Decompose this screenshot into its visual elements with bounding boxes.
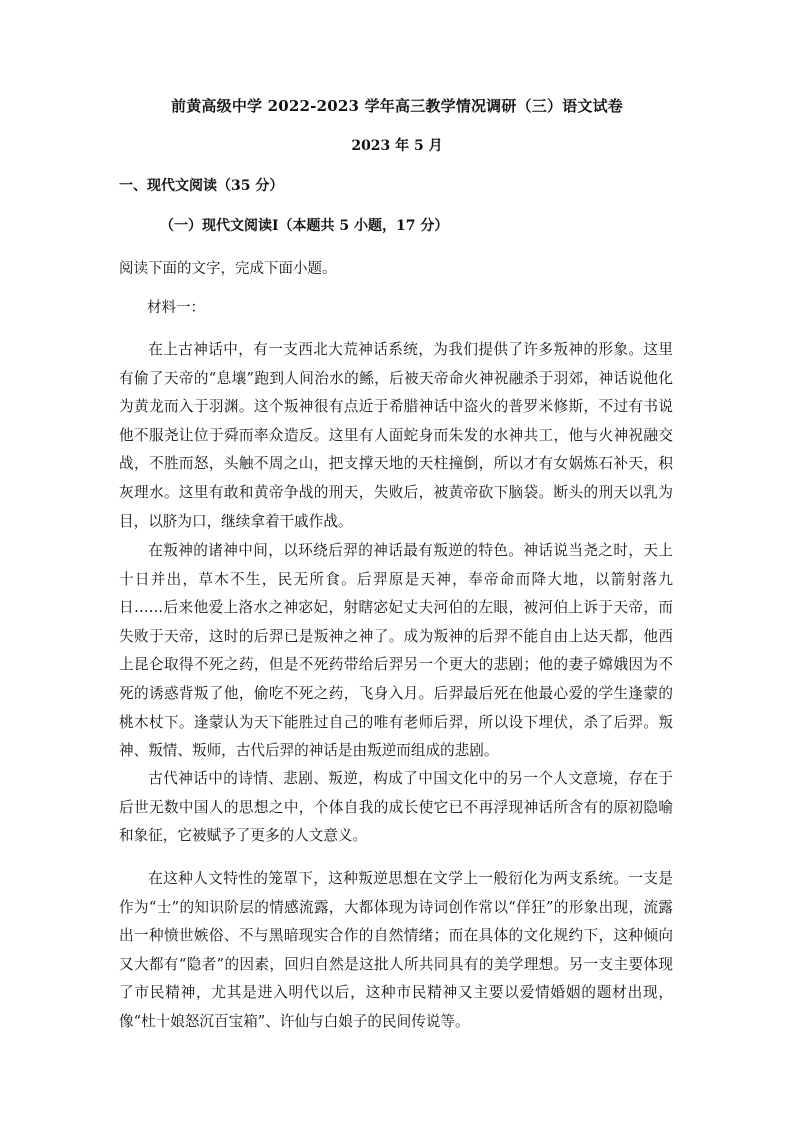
paragraph: 在上古神话中，有一支西北大荒神话系统，为我们提供了许多叛神的形象。这里有偷了天帝的“息壤”跑到人间治水的鲧，后被天帝命火神祝融杀于羽郊，神话说他化为黄龙而入于羽渊。这个叛神很有点近于希腊神话中盗火的普罗米修斯，不过有书说他不服尧让位于舜而率众造反。这里有人面蛇身而朱发的水神共工，他与火神祝融交战，不胜而怒，头触不周之山，把支撑天地的天柱撞倒，所以才有女娲炼石补天，积灰理水。这里有敢和黄帝争战的刑天，失败后，被黄帝砍下脑袋。断头的刑天以乳为目，以脐为口，继续拿着干戚作战。 — [119, 341, 673, 530]
exam-title: 前黄高级中学 2022-2023 学年高三教学情况调研（三）语文试卷 — [171, 97, 623, 115]
paragraph: 古代神话中的诗情、悲剧、叛逆，构成了中国文化中的另一个人文意境，存在于后世无数中国人的思想之中，个体自我的成长使它已不再浮现神话所含有的原初隐喻和象征，它被赋予了更多的人文意义。 — [119, 770, 673, 845]
paragraph: 在这种人文特性的笼罩下，这种叛逆思想在文学上一般衍化为两支系统。一支是作为“士”的知识阶层的情感流露，大都体现为诗词创作常以“佯狂”的形象出现，流露出一种愤世嫉俗、不与黑暗现实合作的自然情绪；而在具体的文化规约下，这种倾向又大都有“隐者”的因素，回归自然是这批人所共同具有的美学理想。另一支主要体现了市民精神，尤其是进入明代以后，这种市民精神又主要以爱情婚姻的题材出现，像“杜十娘怒沉百宝箱”、许仙与白娘子的民间传说等。 — [119, 870, 673, 1030]
reading-instruction: 阅读下面的文字，完成下面小题。 — [119, 261, 337, 277]
section-heading: 一、现代文阅读（35 分） — [119, 178, 284, 194]
exam-date: 2023 年 5 月 — [351, 138, 443, 154]
paragraph: 在叛神的诸神中间，以环绕后羿的神话最有叛逆的特色。神话说当尧之时，天上十日并出，草木不生，民无所食。后羿原是天神，奉帝命而降大地，以箭射落九日……后来他爱上洛水之神宓妃，射瞎宓妃丈夫河伯的左眼，被河伯上诉于天帝，而失败于天帝，这时的后羿已是叛神之神了。成为叛神的后羿不能自由上达天都，他西上昆仑取得不死之药，但是不死药带给后羿另一个更大的悲剧；他的妻子嫦娥因为不死的诱惑背叛了他，偷吃不死之药，飞身入月。后羿最后死在他最心爱的学生逢蒙的桃木杖下。逢蒙认为天下能胜过自己的唯有老师后羿，所以设下埋伏，杀了后羿。叛神、叛情、叛师，古代后羿的神话是由叛逆而组成的悲剧。 — [119, 542, 673, 760]
material-label: 材料一： — [147, 300, 205, 316]
subsection-heading: （一）现代文阅读Ⅰ（本题共 5 小题，17 分） — [160, 218, 449, 234]
